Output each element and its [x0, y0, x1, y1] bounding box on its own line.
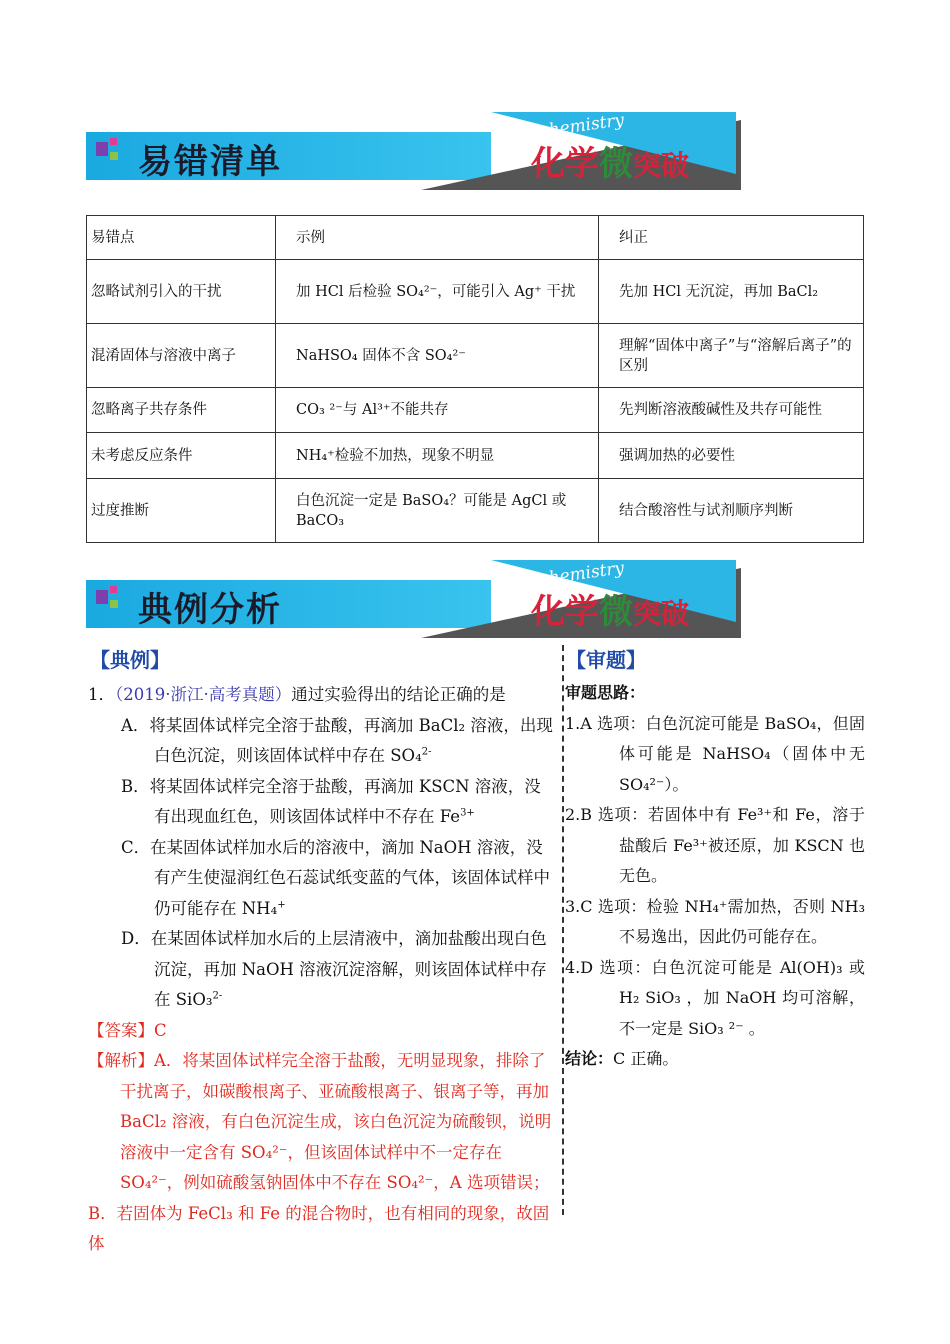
- table-header-row: [87, 216, 864, 260]
- banner-square-icon: [96, 142, 108, 156]
- error-table: [86, 215, 864, 543]
- table-row: [87, 388, 864, 433]
- chemistry-logo: chemistry 化学微突破: [531, 110, 690, 184]
- review-label: 审题思路：: [565, 683, 646, 702]
- section-title: 易错清单: [138, 142, 282, 182]
- table-cell: CO₃ ²⁻与 Al³⁺不能共存: [276, 388, 599, 433]
- table-row: [87, 433, 864, 479]
- table-cell: 先加 HCl 无沉淀，再加 BaCl₂: [599, 260, 864, 324]
- column-divider: [562, 645, 564, 1215]
- example-column: [88, 680, 556, 1260]
- banner-square-icon: [96, 590, 108, 604]
- section-banner-examples: [86, 560, 746, 630]
- table-cell: 结合酸溶性与试剂顺序判断: [599, 479, 864, 543]
- review-conclusion: 结论：C 正确。: [565, 1049, 679, 1068]
- review-header: 【审题】: [566, 648, 646, 672]
- table-cell: 过度推断: [87, 479, 276, 543]
- review-item: 2.B 选项：若固体中有 Fe³⁺和 Fe，溶于盐酸后 Fe³⁺被还原，加 KSCN 也无色。: [565, 805, 865, 885]
- table-cell: 忽略离子共存条件: [87, 388, 276, 433]
- banner-square-icon: [110, 586, 117, 593]
- section-title: 典例分析: [138, 590, 282, 630]
- review-item: 4.D 选项：白色沉淀可能是 Al(OH)₃ 或 H₂ SiO₃ ，加 NaOH 均可溶解，不一定是 SiO₃ ²⁻ 。: [565, 957, 865, 1038]
- table-header-cell: 易错点: [87, 216, 276, 260]
- option-a: A．将某固体试样完全溶于盐酸，再滴加 BaCl₂ 溶液，出现白色沉淀，则该固体试样中存在 SO₄$^{2-}$: [121, 715, 553, 765]
- review-column: [565, 678, 865, 1075]
- table-row: [87, 324, 864, 388]
- answer: 【答案】C: [88, 1020, 167, 1040]
- analysis: 【解析】A．将某固体试样完全溶于盐酸，无明显现象，排除了干扰离子，如碳酸根离子、亚硫酸根离子、银离子等，再加 BaCl₂ 溶液，有白色沉淀生成，该白色沉淀为硫酸钡，说明溶液中一定含有 SO₄²⁻，但该固体试样中不一定存在 SO₄²⁻，例如硫酸氢钠固体中不存在 SO₄²⁻，A 选项错误；: [88, 1051, 552, 1192]
- banner-square-icon: [110, 152, 118, 160]
- option-c: C．在某固体试样加水后的溶液中，滴加 NaOH 溶液，没有产生使湿润红色石蕊试纸变蓝的气体，该固体试样中仍可能存在 NH₄+: [121, 837, 550, 918]
- example-header: 【典例】: [90, 648, 170, 672]
- table-cell: 强调加热的必要性: [599, 433, 864, 479]
- question-stem: 1．（2019·浙江·高考真题）通过实验得出的结论正确的是: [88, 685, 506, 704]
- table-cell: NH₄⁺检验不加热，现象不明显: [276, 433, 599, 479]
- option-d: D．在某固体试样加水后的上层清液中，滴加盐酸出现白色沉淀，再加 NaOH 溶液沉淀溶解，则该固体试样中存在 SiO₃$^{2-}$: [121, 929, 547, 1009]
- review-item: 3.C 选项：检验 NH₄⁺需加热，否则 NH₃ 不易逸出，因此仍可能存在。: [565, 896, 865, 946]
- table-row: [87, 479, 864, 543]
- table-cell: 混淆固体与溶液中离子: [87, 324, 276, 388]
- table-header-cell: 示例: [276, 216, 599, 260]
- analysis-b: B．若固体为 FeCl₃ 和 Fe 的混合物时，也有相同的现象，故固体: [88, 1203, 550, 1253]
- table-cell: 先判断溶液酸碱性及共存可能性: [599, 388, 864, 433]
- table-header-cell: 纠正: [599, 216, 864, 260]
- banner-square-icon: [110, 600, 118, 608]
- chemistry-logo: chemistry 化学微突破: [531, 558, 690, 632]
- option-b: B．将某固体试样完全溶于盐酸，再滴加 KSCN 溶液，没有出现血红色，则该固体试样中不存在 $Fe^{3+}$: [121, 776, 541, 826]
- review-item: 1.A 选项：白色沉淀可能是 BaSO₄，但固体可能是 NaHSO₄（固体中无 SO₄²⁻）。: [565, 713, 865, 794]
- table-cell: NaHSO₄ 固体不含 SO₄²⁻: [276, 324, 599, 388]
- table-cell: 加 HCl 后检验 SO₄²⁻，可能引入 Ag⁺ 干扰: [276, 260, 599, 324]
- banner-square-icon: [110, 138, 117, 145]
- table-cell: 未考虑反应条件: [87, 433, 276, 479]
- table-cell: 忽略试剂引入的干扰: [87, 260, 276, 324]
- table-cell: 白色沉淀一定是 BaSO₄？可能是 AgCl 或 BaCO₃: [276, 479, 599, 543]
- section-banner-errors: [86, 112, 746, 182]
- table-cell: 理解“固体中离子”与“溶解后离子”的区别: [599, 324, 864, 388]
- table-row: [87, 260, 864, 324]
